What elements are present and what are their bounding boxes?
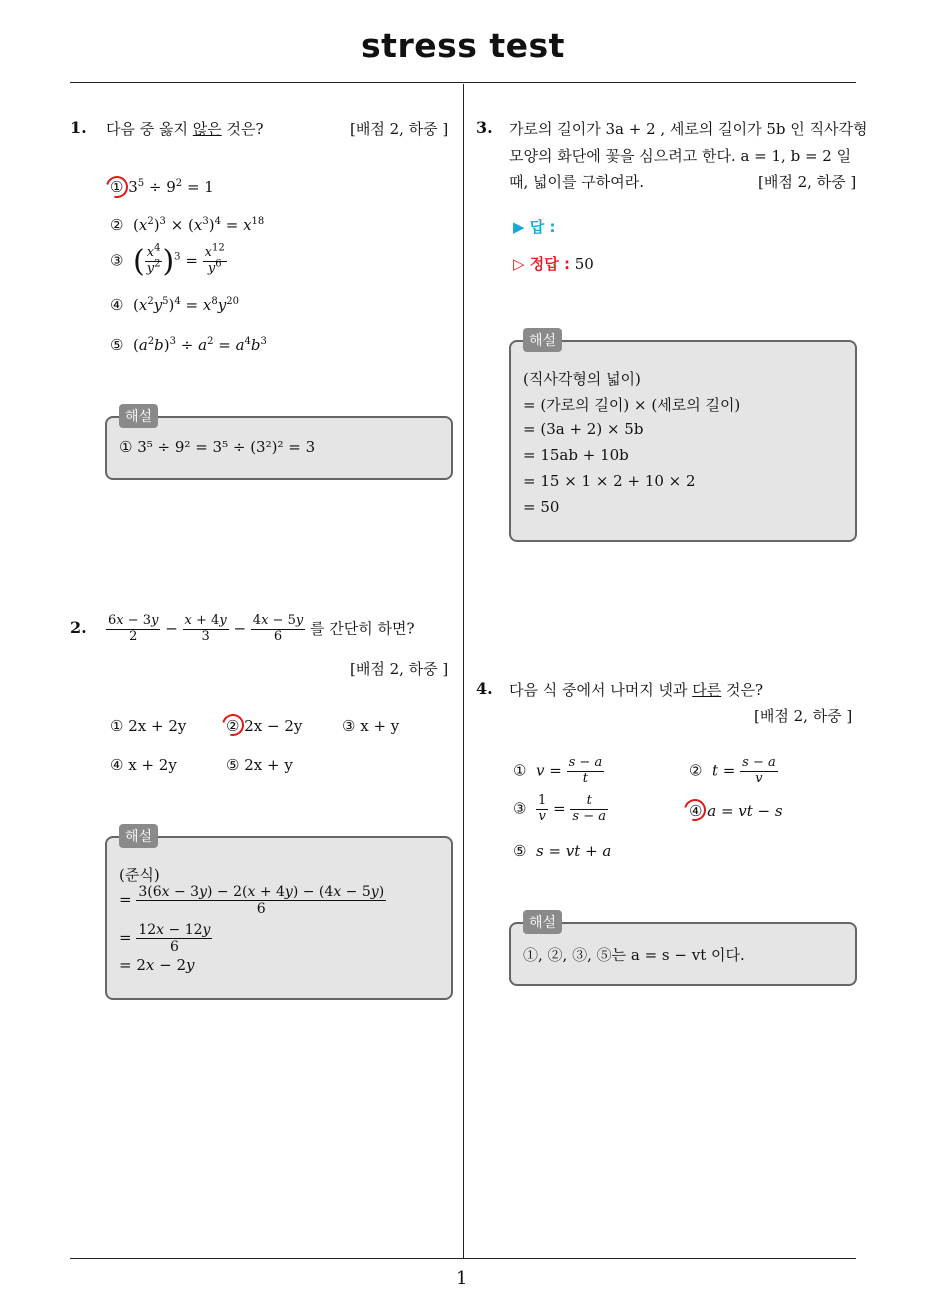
q2-option-4[interactable]: ④ x + 2y [110,756,177,774]
q3-number: 3. [476,118,493,137]
q4-option-1[interactable]: ① v = $\frac{s - a}{t}$ [513,755,603,786]
q3-solution-lines [523,368,740,524]
bottom-rule [70,1258,856,1259]
q1-solution-text: ① 3⁵ ÷ 9² = 3⁵ ÷ (3²)² = 3 [119,438,316,456]
q3-solution-line: = (3a + 2) × 5b [523,420,644,438]
q4-solution-tag: 해설 [523,910,562,934]
page-title: stress test [361,26,565,65]
q1-option-1[interactable]: ① $3^5 \div 9^2 = 1$ [110,178,214,196]
q3-solution-line: = (가로의 길이) × (세로의 길이) [523,396,741,414]
q2-prompt: $\frac{6x - 3y}{2}$ − $\frac{x + 4y}{3}$ − $\frac{4x - 5y}{6}$ 를 간단히 하면? [108,613,415,644]
q1-option-3[interactable]: ③ ( $\frac{x^4}{y^2}$ )$^3$ = $\frac{x^{12}}{y^6}$ [110,242,225,279]
q2-meta: [배점 2, 하중 ] [350,660,449,678]
q4-option-4[interactable]: ④ a = vt − s [689,802,783,820]
q2-solution-box [105,836,453,1000]
q1-prompt: 다음 중 옳지 않은 것은? [106,120,264,138]
q3-solution-line: = 50 [523,498,560,516]
q2-solution-step1: = $\frac{3(6x - 3y) - 2(x + 4y) - (4x - 5y)}{6}$ [119,884,385,918]
page-number: 1 [456,1268,468,1289]
q4-meta: [배점 2, 하중 ] [754,707,853,725]
q1-meta: [배점 2, 하중 ] [350,120,449,138]
q2-number: 2. [70,618,87,637]
q1-option-2[interactable]: ② $(x^2)^3 \times (x^3)^4 = x^{18}$ [110,216,265,234]
q3-solution-tag: 해설 [523,328,562,352]
q2-option-5[interactable]: ⑤ 2x + y [226,756,293,774]
q4-number: 4. [476,679,493,698]
q3-solution-line: = 15 × 1 × 2 + 10 × 2 [523,472,696,490]
q4-option-3[interactable]: ③ $\frac{1}{v}$ = $\frac{t}{s - a}$ [513,793,606,824]
q4-solution-text: ①, ②, ③, ⑤는 a = s − vt 이다. [523,946,745,964]
q3-line-1: 가로의 길이가 3a + 2 , 세로의 길이가 5b 인 직사각형 [509,120,868,138]
q3-solution-line: = 15ab + 10b [523,446,629,464]
q4-prompt: 다음 식 중에서 나머지 넷과 다른 것은? [509,681,764,699]
q3-line-2: 모양의 화단에 꽃을 심으려고 한다. a = 1, b = 2 일 [509,147,852,165]
q2-solution-step3: = 2x − 2y [119,956,195,974]
q2-solution-tag: 해설 [119,824,158,848]
column-divider [463,84,464,1258]
q1-option-5[interactable]: ⑤ $(a^2b)^3 \div a^2 = a^4b^3$ [110,336,267,354]
q2-option-1[interactable]: ① 2x + 2y [110,717,187,735]
q4-option-2[interactable]: ② t = $\frac{s - a}{v}$ [689,755,776,786]
q1-solution-tag: 해설 [119,404,158,428]
q2-option-3[interactable]: ③ x + y [342,717,400,735]
q3-line-3: 때, 넓이를 구하여라. [509,173,644,191]
q3-correct-answer: ▷ 정답 : 50 [513,255,594,273]
q3-solution-line: (직사각형의 넓이) [523,370,641,388]
q2-solution-first: (준식) [119,866,160,884]
q3-solution-box [509,340,857,542]
top-rule [70,82,856,83]
q1-option-4[interactable]: ④ $(x^2y^5)^4 = x^8y^{20}$ [110,296,239,314]
q1-number: 1. [70,118,87,137]
q2-solution-step2: = $\frac{12x - 12y}{6}$ [119,922,211,956]
q3-answer-label: ▶ 답 : [513,218,556,236]
q2-option-2[interactable]: ② 2x − 2y [226,717,303,735]
q4-option-5[interactable]: ⑤ s = vt + a [513,842,612,860]
q3-meta: [배점 2, 하중 ] [758,173,857,191]
